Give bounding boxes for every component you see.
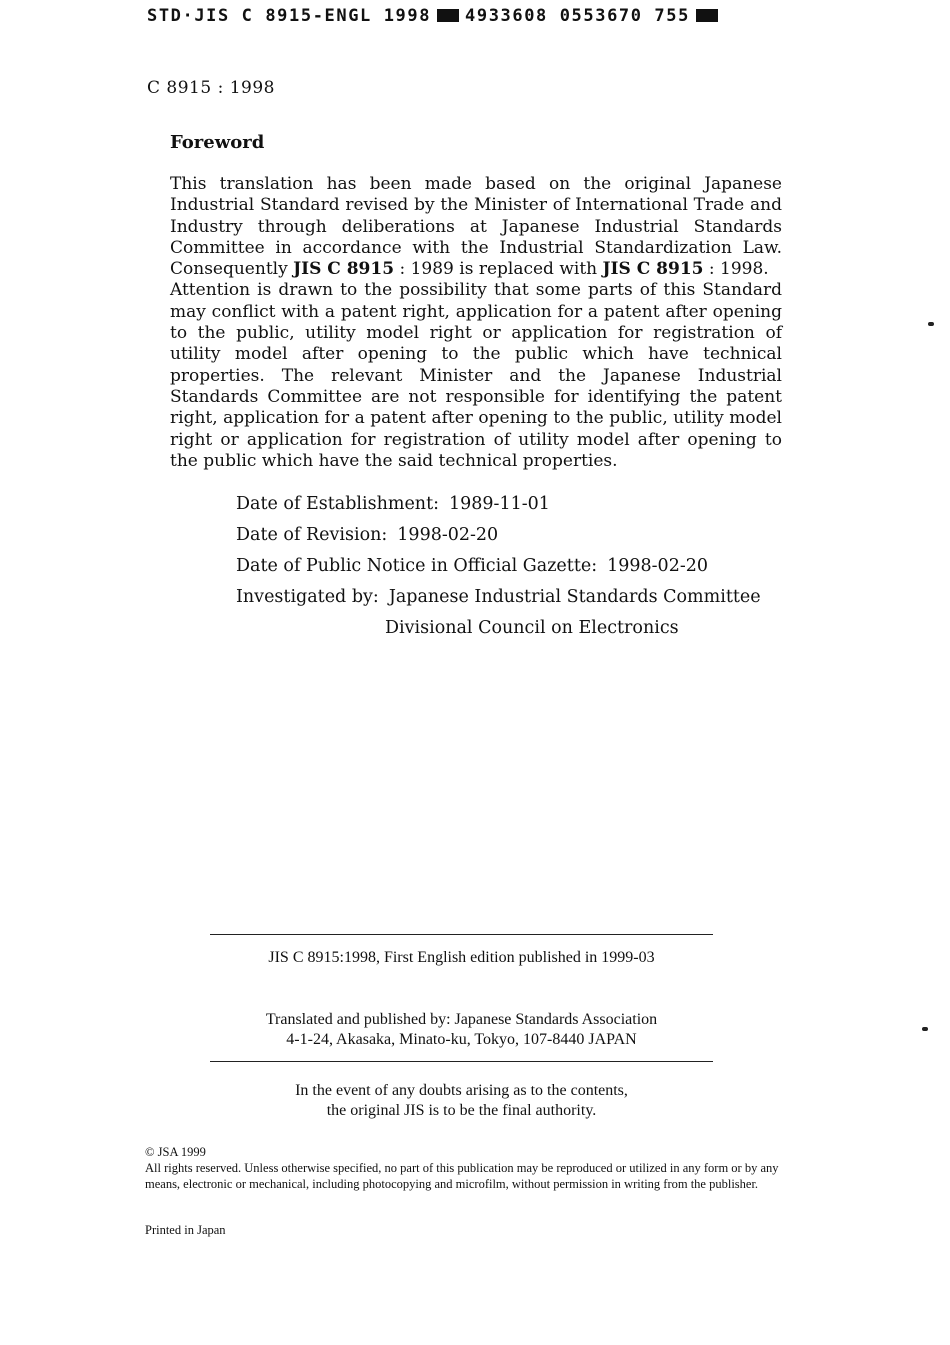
date-public-notice-label: Date of Public Notice in Official Gazette: [236, 556, 598, 576]
rights-text: All rights reserved. Unless otherwise specified, no part of this publication may be reproduced or utilized in any form or by any means, electronic or mechanical, including photocopying and microfilm, without permission in writing from the publisher. [145, 1161, 779, 1191]
scan-speck [922, 1027, 928, 1031]
foreword-paragraph-1 [170, 174, 782, 280]
investigated-by-label: Investigated by: [236, 587, 379, 607]
foreword-paragraph-2: Attention is drawn to the possibility that some parts of this Standard may conflict with a patent right, application for a patent after opening to the public, utility model right or application for registration of utility model after opening to the public which have technical properties. The relevant Minister and the Japanese Industrial Standards Committee are not responsible for identifying the patent right, application for a patent after opening to the public, utility model right or application for registration of utility model after opening to the public which have the said technical properties. [170, 280, 782, 471]
doubt-line-1: In the event of any doubts arising as to the contents, [295, 1082, 628, 1099]
publisher-line: Translated and published by: Japanese Standards Association [265, 1011, 658, 1028]
date-public-notice [236, 555, 761, 586]
header-code: STD·JIS C 8915-ENGL 1998 [147, 6, 432, 26]
header-block-mark [437, 9, 459, 22]
investigated-by-value-2: Divisional Council on Electronics [385, 618, 679, 638]
header-block-mark-end [696, 9, 718, 22]
document-number: C 8915 : 1998 [147, 78, 275, 98]
standard-reference: JIS C 8915 [602, 259, 704, 280]
publisher-address: 4-1-24, Akasaka, Minato-ku, Tokyo, 107-8440 JAPAN [286, 1031, 637, 1048]
doubt-line-2: the original JIS is to be the final authority. [326, 1102, 597, 1119]
paragraph-text: : 1989 is replaced with [394, 259, 603, 280]
date-revision-value: 1998-02-20 [397, 525, 499, 545]
copyright-block [145, 1144, 785, 1192]
divider-bottom [210, 1061, 713, 1062]
scan-header [147, 6, 724, 26]
header-number: 4933608 0553670 755 [465, 6, 690, 26]
edition-line: JIS C 8915:1998, First English edition published in 1999-03 [268, 949, 655, 966]
date-establishment [236, 493, 761, 524]
divider-top [210, 934, 713, 935]
standard-reference: JIS C 8915 [293, 259, 395, 280]
date-revision [236, 524, 761, 555]
scan-speck [928, 322, 934, 326]
dates-block [236, 493, 761, 648]
date-public-notice-value: 1998-02-20 [607, 556, 709, 576]
paragraph-text: : 1998. [703, 259, 769, 280]
foreword-body [170, 174, 782, 472]
investigated-by [236, 586, 761, 617]
paragraph-text: This translation has been made based on the original Japanese Industrial Standard revised by the Minister of International Trade and Industry through deliberations at Japanese Industrial Standards Committee in accordance with the Industrial Standardization Law. Consequently [170, 174, 782, 280]
printed-in: Printed in Japan [145, 1223, 226, 1237]
investigated-by-value: Japanese Industrial Standards Committee [388, 587, 761, 607]
foreword-title: Foreword [170, 132, 265, 153]
date-establishment-label: Date of Establishment: [236, 494, 440, 514]
investigated-by-council [236, 617, 761, 648]
copyright-line: © JSA 1999 [145, 1145, 206, 1159]
date-establishment-value: 1989-11-01 [449, 494, 550, 514]
date-revision-label: Date of Revision: [236, 525, 388, 545]
